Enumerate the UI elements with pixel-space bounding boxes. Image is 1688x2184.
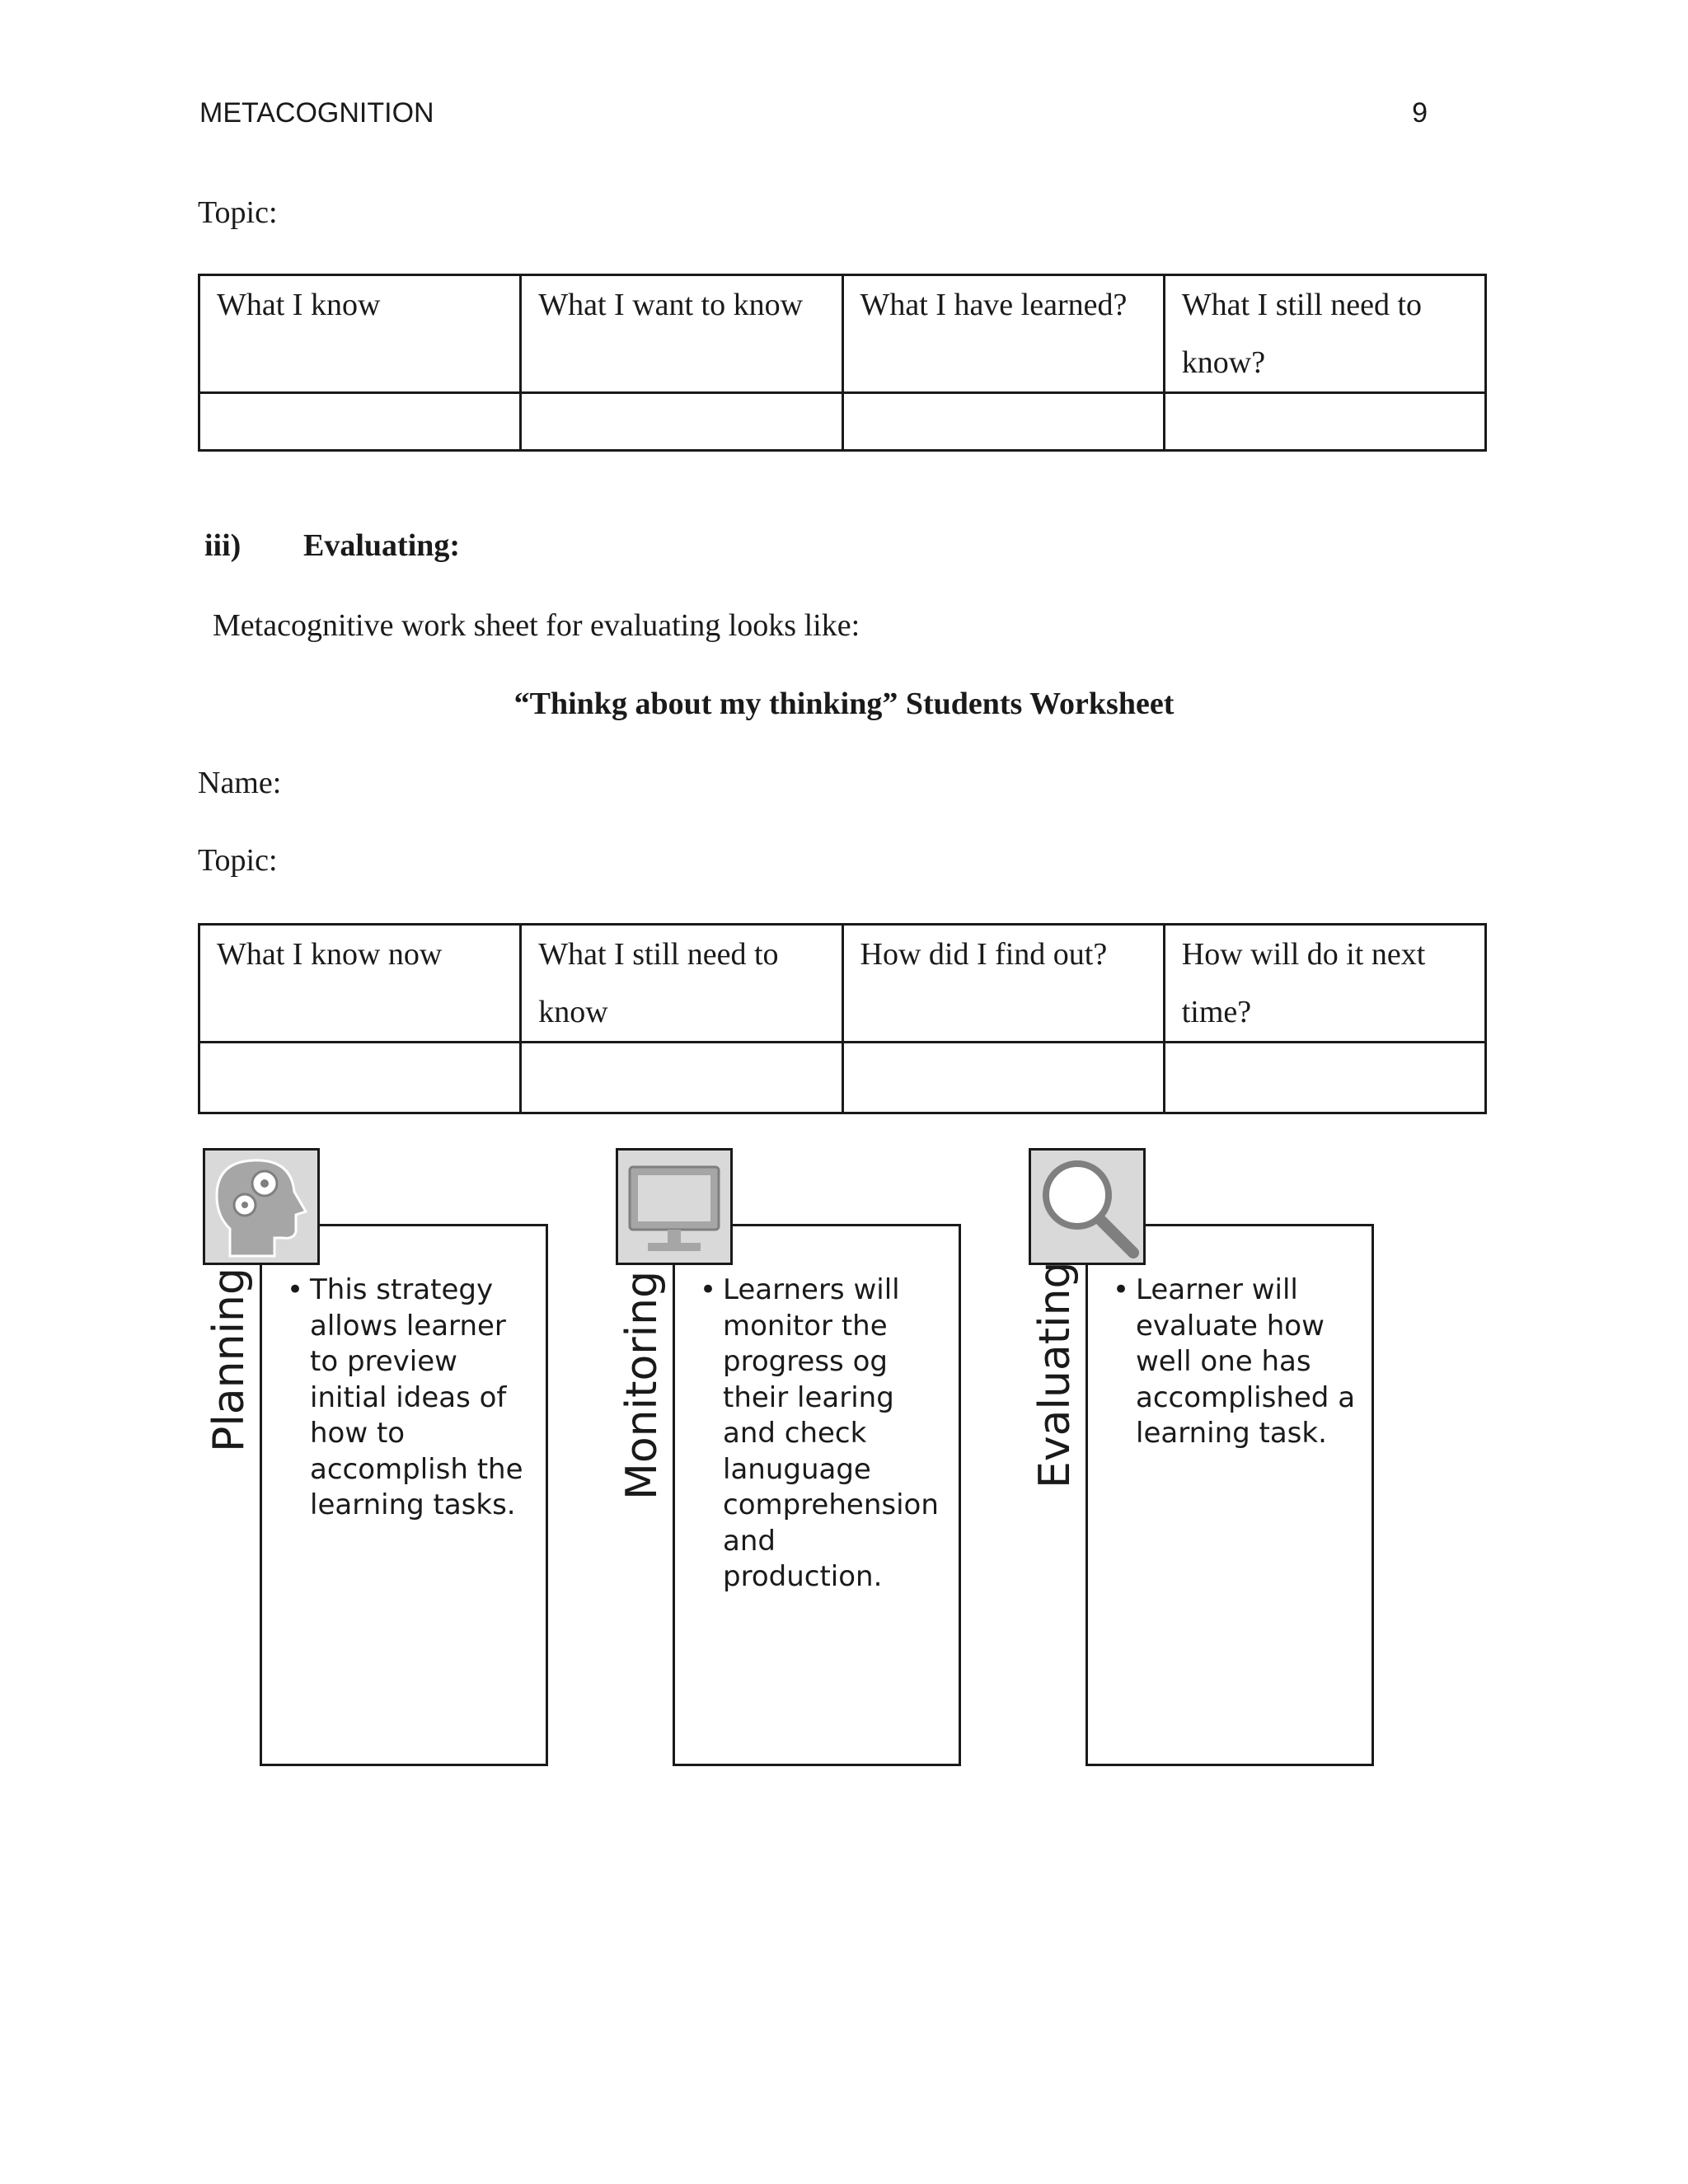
bullet-icon: • (287, 1273, 304, 1306)
section-number: iii) (204, 528, 241, 563)
section-heading: Evaluating: (303, 528, 461, 563)
table-row (199, 393, 1486, 451)
header-title: METACOGNITION (199, 97, 434, 129)
topic-label-2: Topic: (198, 843, 278, 878)
table-header-cell: How will do it next time? (1164, 925, 1485, 1043)
magnifier-icon (1029, 1148, 1146, 1265)
page-number: 9 (1412, 97, 1428, 129)
table-header-cell: What I know now (199, 925, 521, 1043)
table-header-cell: How did I find out? (842, 925, 1164, 1043)
table-cell (1164, 393, 1485, 451)
table-header-cell: What I know (199, 275, 521, 393)
card-description: • This strategy allows learner to preview initial ideas of how to accomplish the learning tasks. (287, 1273, 523, 1521)
card-label: Monitoring (617, 1270, 667, 1500)
kwl-table-1 (198, 274, 1487, 452)
card-description: • Learners will monitor the progress og their learing and check lanuguage comprehension and production. (700, 1273, 939, 1593)
table-cell (199, 393, 521, 451)
bullet-icon: • (1113, 1273, 1130, 1306)
table-header-cell: What I still need to know (521, 925, 842, 1043)
table-header-row (199, 275, 1486, 393)
topic-label-1: Topic: (198, 195, 278, 230)
monitor-icon (616, 1148, 733, 1265)
table-header-cell: What I want to know (521, 275, 842, 393)
table-cell (199, 1043, 521, 1113)
card-label: Evaluating (1030, 1261, 1080, 1488)
head-gears-icon (203, 1148, 320, 1265)
table-header-row (199, 925, 1486, 1043)
table-header-cell: What I have learned? (842, 275, 1164, 393)
kwl-table-2 (198, 923, 1487, 1114)
intro-text: Metacognitive work sheet for evaluating looks like: (213, 608, 860, 643)
name-label: Name: (198, 766, 282, 800)
running-header (199, 97, 1428, 138)
card-description: • Learner will evaluate how well one has accomplished a learning task. (1113, 1273, 1356, 1450)
table-cell (1164, 1043, 1485, 1113)
worksheet-title: “Thinkg about my thinking” Students Worksheet (513, 687, 1175, 721)
table-row (199, 1043, 1486, 1113)
table-cell (842, 393, 1164, 451)
table-cell (521, 1043, 842, 1113)
table-header-cell: What I still need to know? (1164, 275, 1485, 393)
table-cell (521, 393, 842, 451)
bullet-icon: • (700, 1273, 717, 1306)
table-cell (842, 1043, 1164, 1113)
card-label: Planning (204, 1268, 254, 1452)
